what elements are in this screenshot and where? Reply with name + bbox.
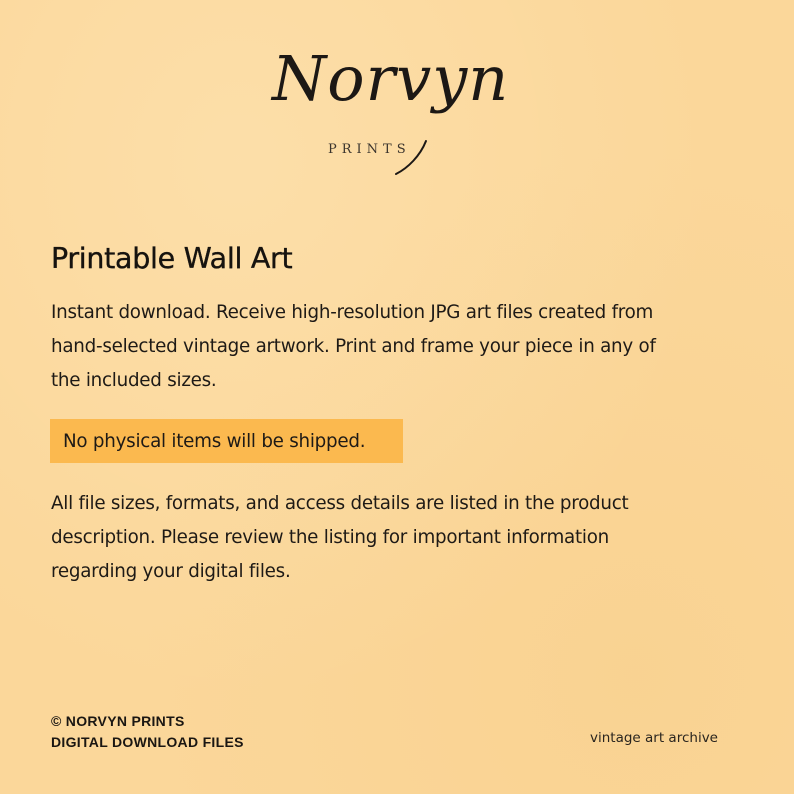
details-line: regarding your digital files. bbox=[51, 561, 291, 582]
details-line: All file sizes, formats, and access details are listed in the product bbox=[51, 493, 629, 514]
shipping-notice-text: No physical items will be shipped. bbox=[63, 430, 366, 452]
intro-line: the included sizes. bbox=[51, 370, 217, 391]
intro-line: Instant download. Receive high-resolution JPG art files created from bbox=[51, 302, 654, 323]
footer-copyright: © NORVYN PRINTS bbox=[51, 713, 185, 729]
logo-wordmark: Norvyn bbox=[272, 42, 510, 115]
intro-paragraph bbox=[51, 296, 656, 398]
intro-line: hand-selected vintage artwork. Print and frame your piece in any of bbox=[51, 336, 656, 357]
footer-tagline: vintage art archive bbox=[590, 730, 718, 746]
details-line: description. Please review the listing for important information bbox=[51, 527, 610, 548]
footer-subtitle: DIGITAL DOWNLOAD FILES bbox=[51, 734, 244, 750]
details-paragraph bbox=[51, 487, 628, 589]
shipping-notice-badge bbox=[50, 419, 403, 463]
page-title: Printable Wall Art bbox=[51, 242, 293, 275]
logo-subtitle: PRINTS bbox=[328, 142, 411, 157]
brand-logo bbox=[250, 42, 520, 186]
footer-brand bbox=[51, 711, 244, 753]
